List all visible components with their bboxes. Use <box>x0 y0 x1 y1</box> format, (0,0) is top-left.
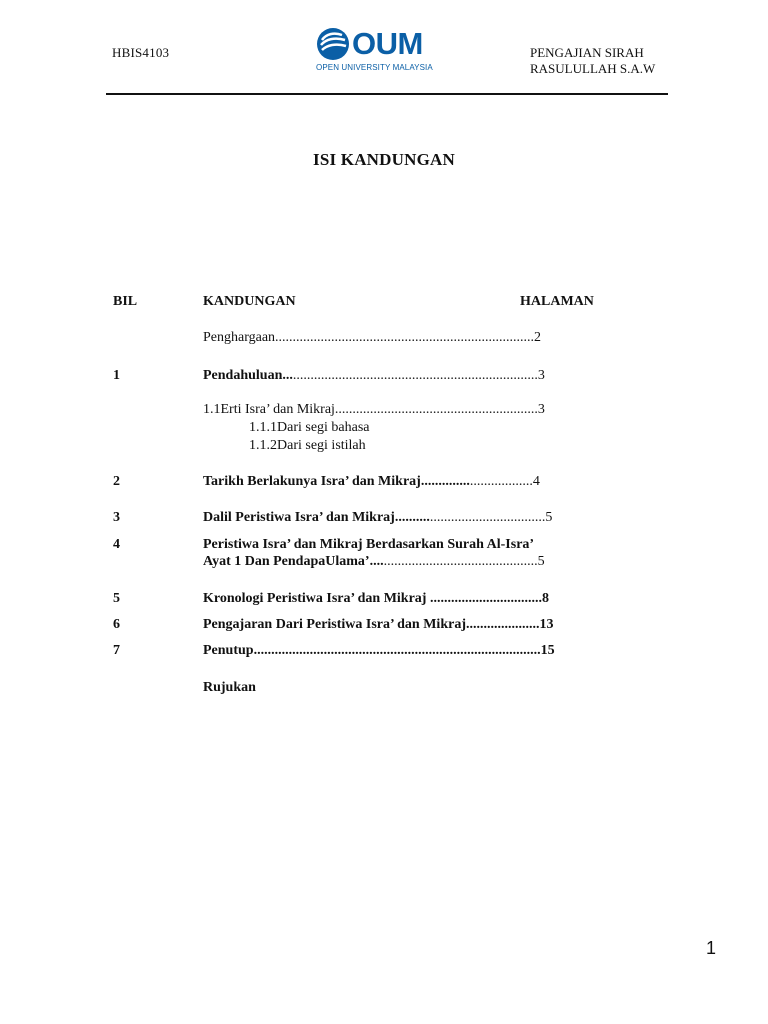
toc-entry-2[interactable] <box>203 473 540 490</box>
toc-entry-5[interactable]: Kronologi Peristiwa Isra’ dan Mikraj ................................8 <box>203 591 549 606</box>
course-title <box>530 45 655 77</box>
toc-entry-7[interactable]: Penutup..................................................................................15 <box>203 643 555 658</box>
toc-entry-1-1-2[interactable]: 1.1.2Dari segi istilah <box>249 438 366 453</box>
logo-wordmark: OUM <box>352 26 423 61</box>
document-code: HBIS4103 <box>112 45 170 60</box>
toc-entry-4-line-2[interactable] <box>203 553 545 570</box>
toc-number-2: 2 <box>113 474 120 489</box>
toc-entry-4-line-1[interactable]: Peristiwa Isra’ dan Mikraj Berdasarkan Surah Al-Isra’ <box>203 537 535 552</box>
toc-label: Ayat 1 Dan PendapaUlama’.... <box>203 554 384 569</box>
page-number: 1 <box>706 938 717 958</box>
course-title-line-1: PENGAJIAN SIRAH <box>530 45 644 60</box>
column-header-halaman: HALAMAN <box>520 294 594 309</box>
toc-entry-3[interactable] <box>203 509 552 526</box>
toc-number-7: 7 <box>113 643 120 658</box>
toc-entry-1-1-1[interactable]: 1.1.1Dari segi bahasa <box>249 420 370 435</box>
logo-subtitle: OPEN UNIVERSITY MALAYSIA <box>316 63 433 72</box>
toc-entry-rujukan[interactable]: Rujukan <box>203 680 256 695</box>
toc-leader: ............................................5 <box>383 554 545 569</box>
column-header-bil: BIL <box>113 294 138 309</box>
toc-leader: ......................................................................3 <box>292 368 545 383</box>
toc-entry-6[interactable]: Pengajaran Dari Peristiwa Isra’ dan Mikraj.....................13 <box>203 617 554 632</box>
toc-label: Dalil Peristiwa Isra’ dan Mikraj.......... <box>203 510 430 525</box>
course-title-line-2: RASULULLAH S.A.W <box>530 61 656 76</box>
toc-entry-1-1[interactable]: 1.1Erti Isra’ dan Mikraj..........................................................3 <box>203 402 545 417</box>
toc-number-1: 1 <box>113 368 120 383</box>
toc-number-5: 5 <box>113 591 120 606</box>
toc-entry-pendahuluan[interactable] <box>203 367 545 384</box>
toc-label: Tarikh Berlakunya Isra’ dan Mikraj.............. <box>203 474 470 489</box>
toc-number-3: 3 <box>113 510 120 525</box>
toc-entry-penghargaan[interactable]: Penghargaan..........................................................................2 <box>203 330 542 345</box>
toc-label: Pendahuluan... <box>203 368 293 383</box>
header-divider <box>106 93 668 95</box>
column-header-kandungan: KANDUNGAN <box>203 294 296 309</box>
toc-leader: .................................5 <box>429 510 553 525</box>
page-title: ISI KANDUNGAN <box>313 150 455 169</box>
toc-leader: ..................4 <box>469 474 540 489</box>
toc-number-6: 6 <box>113 617 120 632</box>
toc-number-4: 4 <box>113 537 120 552</box>
